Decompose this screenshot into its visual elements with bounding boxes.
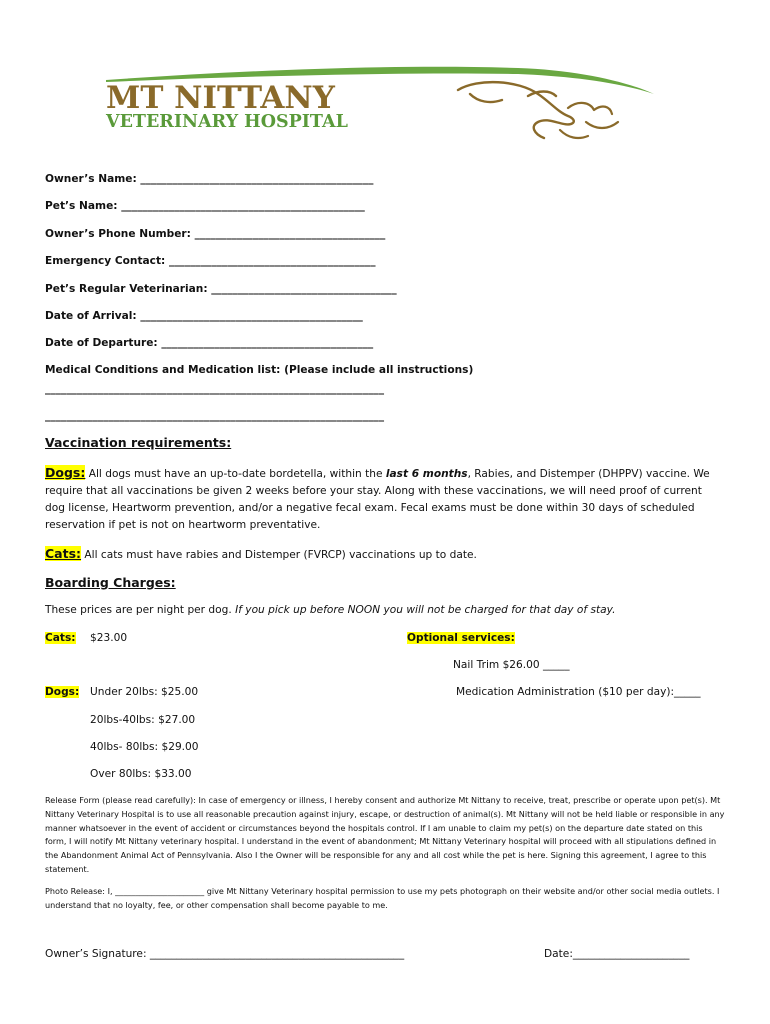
- cat-outline-icon: [560, 103, 618, 138]
- medical-line-1[interactable]: ________________________________________________________________: [45, 383, 384, 395]
- dog-price-row: 20lbs-40lbs: $27.00: [90, 714, 196, 726]
- hospital-logo: [98, 60, 658, 148]
- arrival-date-field[interactable]: Date of Arrival: __________________________________________: [45, 310, 363, 322]
- boarding-intro: These prices are per night per dog. If you pick up before NOON you will not be charged for that day of stay.: [45, 604, 616, 616]
- logo-line2: VETERINARY HOSPITAL: [106, 112, 348, 132]
- dog-head-icon: [458, 82, 574, 138]
- medication-option[interactable]: Medication Administration ($10 per day):_____: [456, 686, 701, 698]
- release-form-text: Release Form (please read carefully): In case of emergency or illness, I hereby consent and authorize Mt Nittany to receive, treat, prescribe or operate upon pet(s). Mt Nittany Veterinary Hospital is to use all reasonable precaution against injury, escape, or destruction of animal(s). Mt Nittany will not be held liable or responsible in any manner whatsoever in the event of accident or circumstances beyond the hospitals control. If I am unable to claim my pet(s) on the departure date stated on this form, I will notify Mt Nittany veterinary hospital. I understand in the event of abandonment; Mt Nittany Veterinary hospital will proceed with all stipulations defined in the Abandonment Animal Act of Pennsylvania. Also I the Owner will be responsible for any and all cost while the pet is here. Signing this agreement, I agree to this statement.: [45, 795, 725, 874]
- cats-vaccination-paragraph: Cats: All cats must have rabies and Distemper (FVRCP) vaccinations up to date.: [45, 546, 477, 561]
- dog-price-row: Under 20lbs: $25.00: [90, 686, 199, 698]
- cats-vaccination-label: Cats:: [45, 546, 82, 561]
- owner-name-field[interactable]: Owner’s Name: ____________________________________________: [45, 173, 374, 185]
- cats-price: $23.00: [90, 632, 128, 644]
- dogs-vaccination-label: Dogs:: [45, 465, 86, 480]
- logo-line1: MT NITTANY: [106, 80, 335, 116]
- pet-name-field[interactable]: Pet’s Name: ______________________________________________: [45, 200, 365, 212]
- medical-conditions-label: Medical Conditions and Medication list: (Please include all instructions): [45, 364, 474, 376]
- emergency-contact-field[interactable]: Emergency Contact: _______________________________________: [45, 255, 376, 267]
- medical-line-2[interactable]: ________________________________________________________________: [45, 410, 384, 422]
- dog-price-row: Over 80lbs: $33.00: [90, 768, 192, 780]
- vaccination-heading: Vaccination requirements:: [45, 435, 232, 450]
- signature-date-field[interactable]: Date:______________________: [544, 948, 690, 960]
- dogs-price-label: Dogs:: [45, 686, 80, 698]
- departure-date-field[interactable]: Date of Departure: ________________________________________: [45, 337, 374, 349]
- cats-price-label: Cats:: [45, 632, 76, 644]
- dogs-vaccination-paragraph: Dogs: All dogs must have an up-to-date bordetella, within the last 6 months, Rabies, and Distemper (DHPPV) vaccine. We require that all vaccinations be given 2 weeks before your stay. Along with these vaccinations, we will need proof of current dog license, Heartworm prevention, and/or a negative fecal exam. Fecal exams must be done within 30 days of scheduled reservation if pet is not on heartworm preventative.: [45, 465, 710, 531]
- boarding-heading: Boarding Charges:: [45, 575, 176, 590]
- photo-release-text: Photo Release: I, ______________________ give Mt Nittany Veterinary hospital permission to use my pets photograph on their website and/or other social media outlets. I understand that no loyalty, fee, or other compensation shall become payable to me.: [45, 886, 720, 910]
- dog-price-row: 40lbs- 80lbs: $29.00: [90, 741, 199, 753]
- owner-phone-field[interactable]: Owner’s Phone Number: ____________________________________: [45, 228, 386, 240]
- owner-signature-field[interactable]: Owner’s Signature: ________________________________________________: [45, 948, 405, 960]
- nail-trim-option[interactable]: Nail Trim $26.00 _____: [453, 659, 570, 671]
- optional-services-label: Optional services:: [407, 632, 515, 644]
- regular-vet-field[interactable]: Pet’s Regular Veterinarian: ___________________________________: [45, 283, 397, 295]
